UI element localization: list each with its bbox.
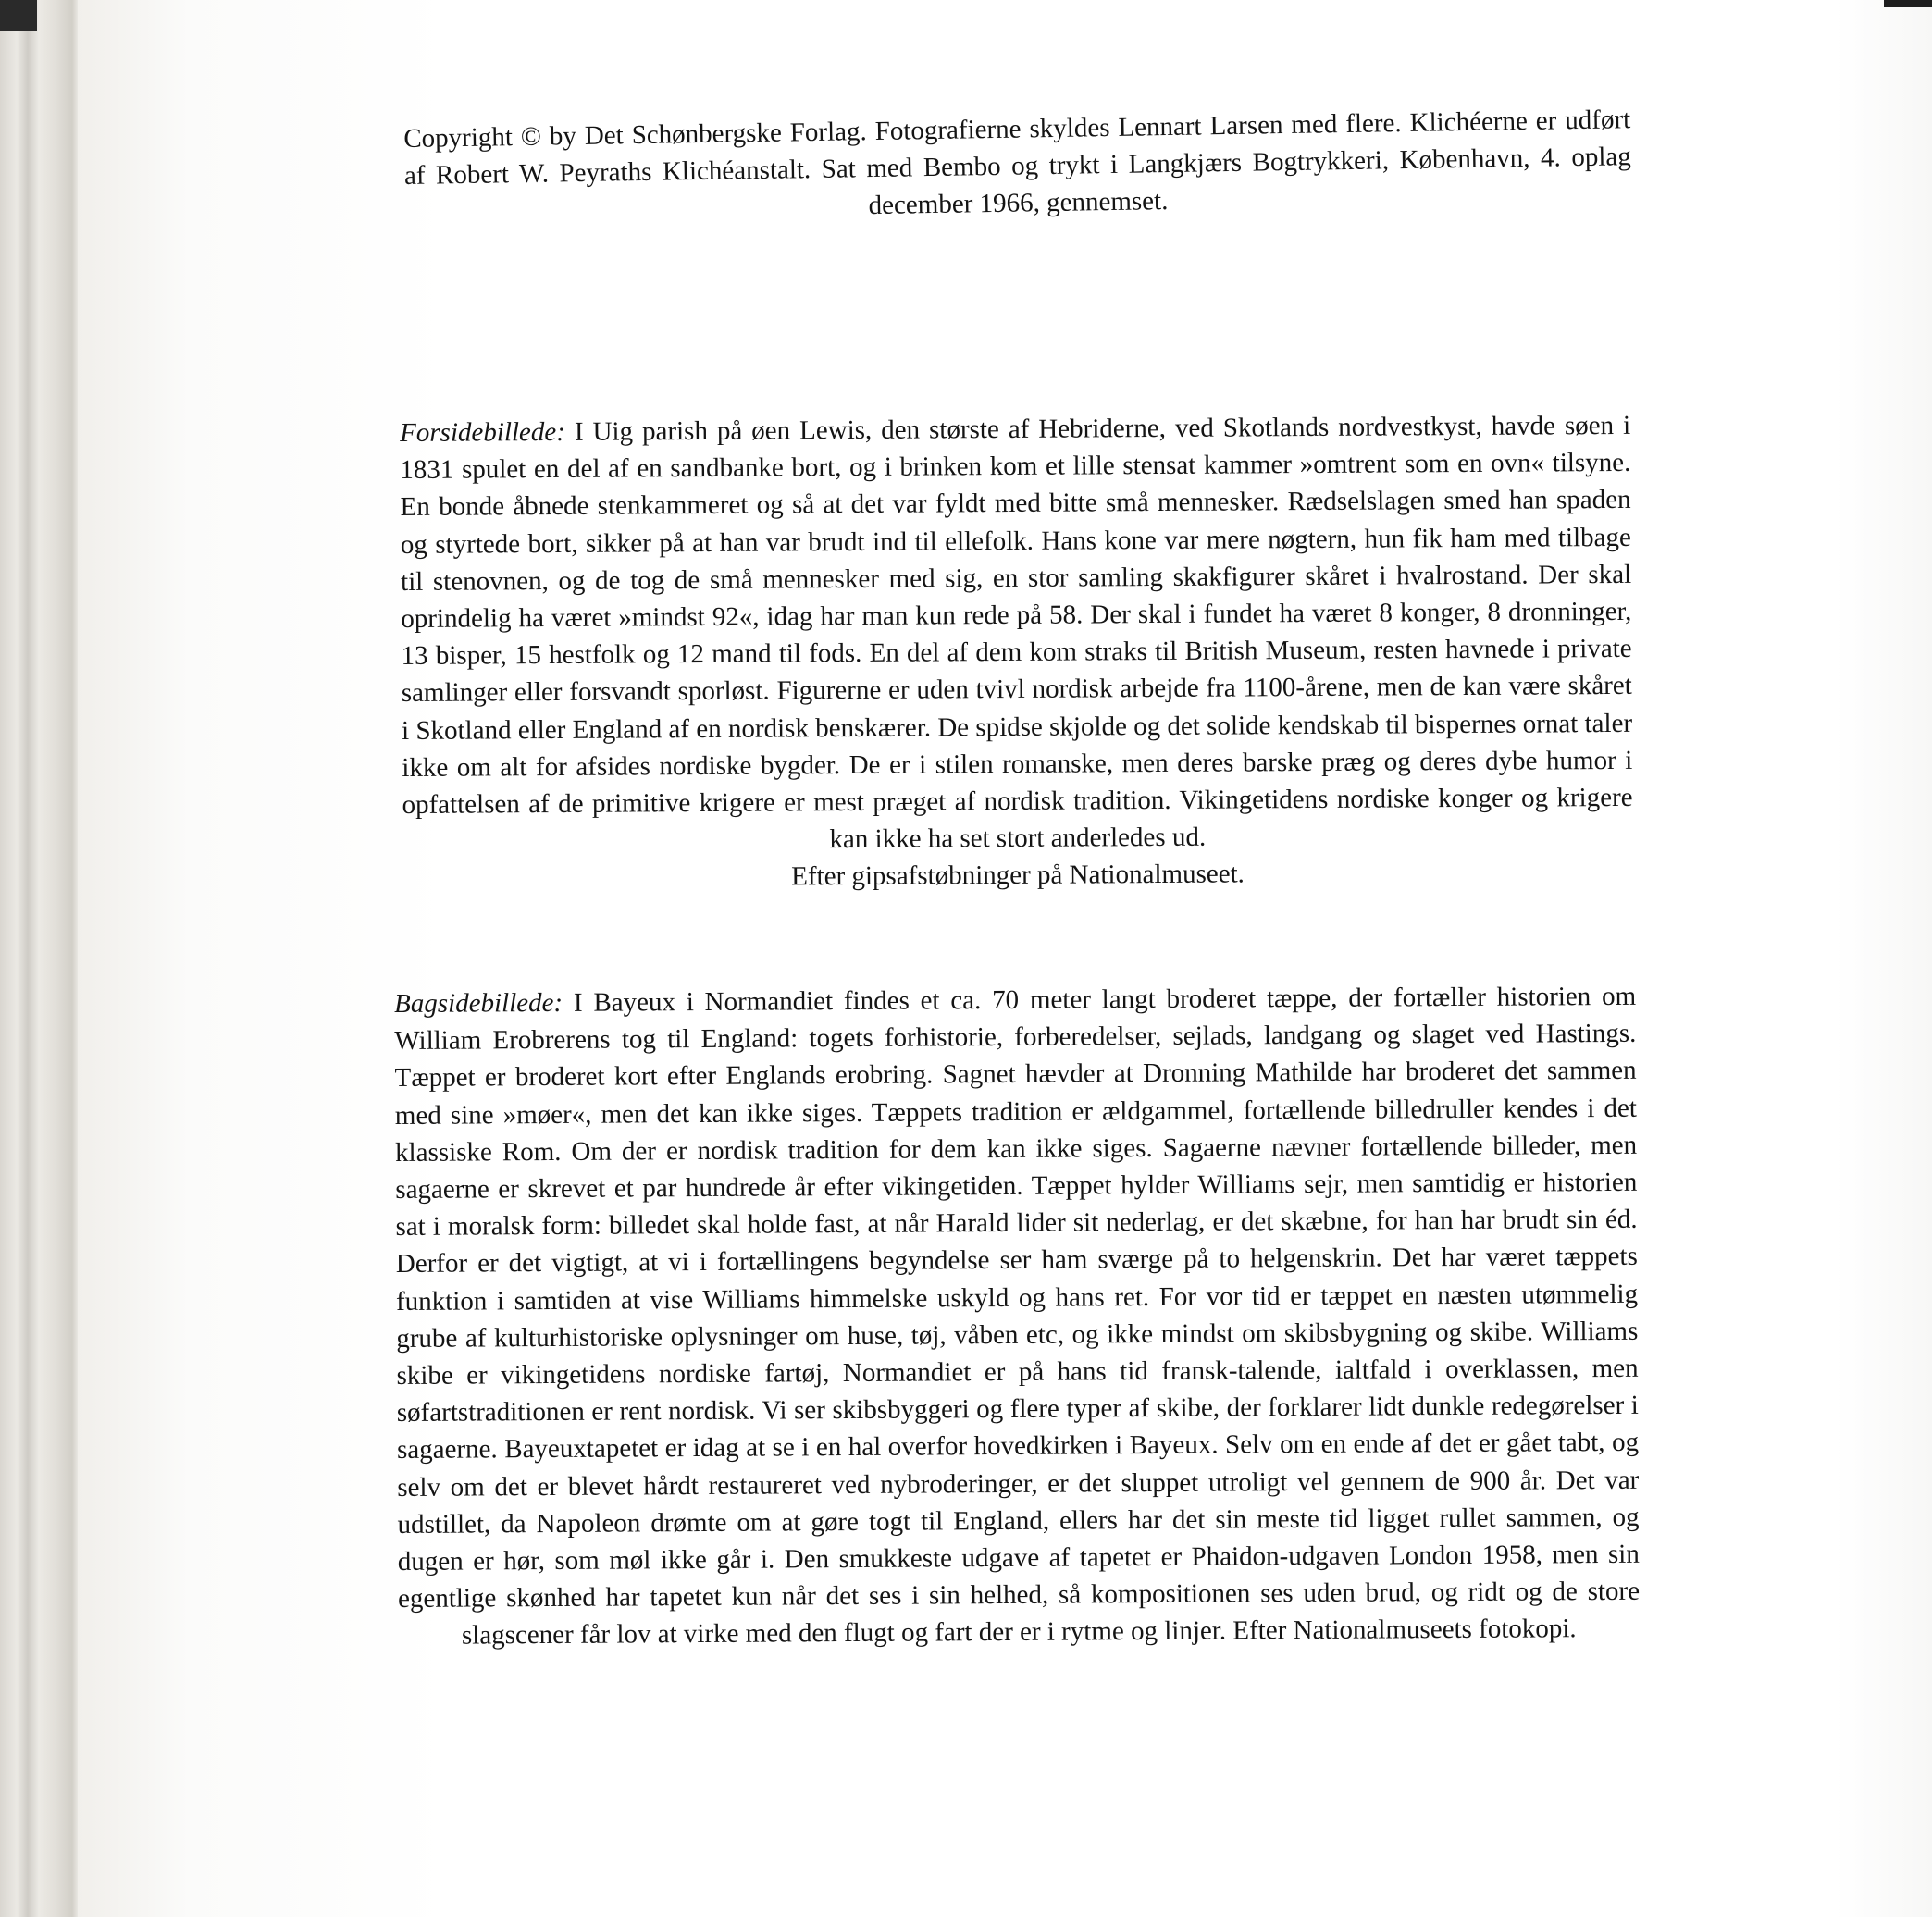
binding-shadow	[0, 0, 37, 31]
back-cover-caption	[394, 978, 1640, 1655]
front-cover-caption	[400, 407, 1633, 898]
copyright-notice: Copyright © by Det Schønbergske Forlag. Fotografierne skyldes Lennart Larsen med flere. Klichéerne er udført af Robert W. Peyraths Klichéanstalt. Sat med Bembo og trykt i Langkjærs Bogtrykkeri, København, 4. oplag december 1966, gennemset.	[403, 105, 1632, 221]
back-cover-credit: Efter Nationalmuseets fotokopi.	[1232, 1614, 1577, 1646]
back-cover-label: Bagsidebillede:	[394, 987, 564, 1019]
book-binding	[0, 0, 78, 1917]
front-cover-text: I Uig parish på øen Lewis, den største af Hebriderne, ved Skotlands nordvestkyst, havde søen i 1831 spulet en del af en sandbanke bort, og i brinken kom et lille stensat kammer »omtrent som en ovn« tilsyne. En bonde åbnede stenkammeret og så at det var fyldt med bitte små mennesker. Rædselslagen smed han spaden og styrtede bort, sikker på at han var brudt ind til ellefolk. Hans kone var mere nøgtern, hun fik ham med tilbage til stenovnen, og de tog de små mennesker med sig, en stor samling skakfigurer skåret i hvalrostand. Der skal oprindelig ha været »mindst 92«, idag har man kun rede på 58. Der skal i fundet ha været 8 konger, 8 dronninger, 13 bisper, 15 hestfolk og 12 mand til fods. En del af dem kom straks til British Museum, resten havnede i private samlinger eller forsvandt sporløst. Figurerne er uden tvivl nordisk arbejde fra 1100-årene, men de kan være skåret i Skotland eller England af en nordisk benskærer. De spidse skjolde og det solide kendskab til bispernes ornat taler ikke om alt for afsides nordiske bygder. De er i stilen romanske, men deres barske præg og deres dybe humor i opfattelsen af de primitive krigere er mest præget af nordisk tradition. Vikingetidens nordiske konger og krigere kan ikke ha set stort anderledes ud.	[400, 410, 1633, 855]
front-cover-label: Forsidebillede:	[400, 416, 566, 448]
front-cover-credit: Efter gipsafstøbninger på Nationalmuseet.	[791, 859, 1245, 892]
corner-mark	[1884, 0, 1932, 7]
back-cover-text: I Bayeux i Normandiet findes et ca. 70 meter langt broderet tæppe, der fortæller historien om William Erobrerens tog til England: togets forhistorie, forberedelser, sejlads, landgang og slaget ved Hastings. Tæppet er broderet kort efter Englands erobring. Sagnet hævder at Dronning Mathilde har broderet det sammen med sine »møer«, men det kan ikke siges. Tæppets tradition er ældgammel, fortællende billedruller kendes i det klassiske Rom. Om der er nordisk tradition for dem kan ikke siges. Sagaerne nævner fortællende billeder, men sagaerne er skrevet et par hundrede år efter vikingetiden. Tæppet hylder Williams sejr, men samtidig er historien sat i moralsk form: billedet skal holde fast, at når Harald lider sit nederlag, er det skæbne, for han har brudt sin éd. Derfor er det vigtigt, at vi i fortællingens begyndelse ser ham sværge på to helgenskrin. Det har været tæppets funktion i samtiden at vise Williams himmelske uskyld og hans ret. For vor tid er tæppet en næsten utømmelig grube af kulturhistoriske oplysninger om huse, tøj, våben etc, og ikke mindst om skibsbygning og skibe. Williams skibe er vikingetidens nordiske fartøj, Normandiet er på hans tid fransk-talende, ialtfald i overklassen, men søfartstraditionen er rent nordisk. Vi ser skibsbyggeri og flere typer af skibe, der forklarer lidt dunkle redegørelser i sagaerne. Bayeuxtapetet er idag at se i en hal overfor hovedkirken i Bayeux. Selv om en ende af det er gået tabt, og selv om det er blevet hårdt restaureret ved nybroderinger, er det sluppet utroligt vel gennem de 900 år. Det var udstillet, da Napoleon drømte om at gøre togt til England, ellers har det sin meste tid ligget rullet sammen, og dugen er hør, som møl ikke går i. Den smukkeste udgave af tapetet er Phaidon-udgaven London 1958, men sin egentlige skønhed har tapetet kun når det ses i sin helhed, så kompositionen ses uden brud, og ridt og de store slagscener får lov at virke med den flugt og fart der er i rytme og linjer.	[394, 981, 1641, 1651]
